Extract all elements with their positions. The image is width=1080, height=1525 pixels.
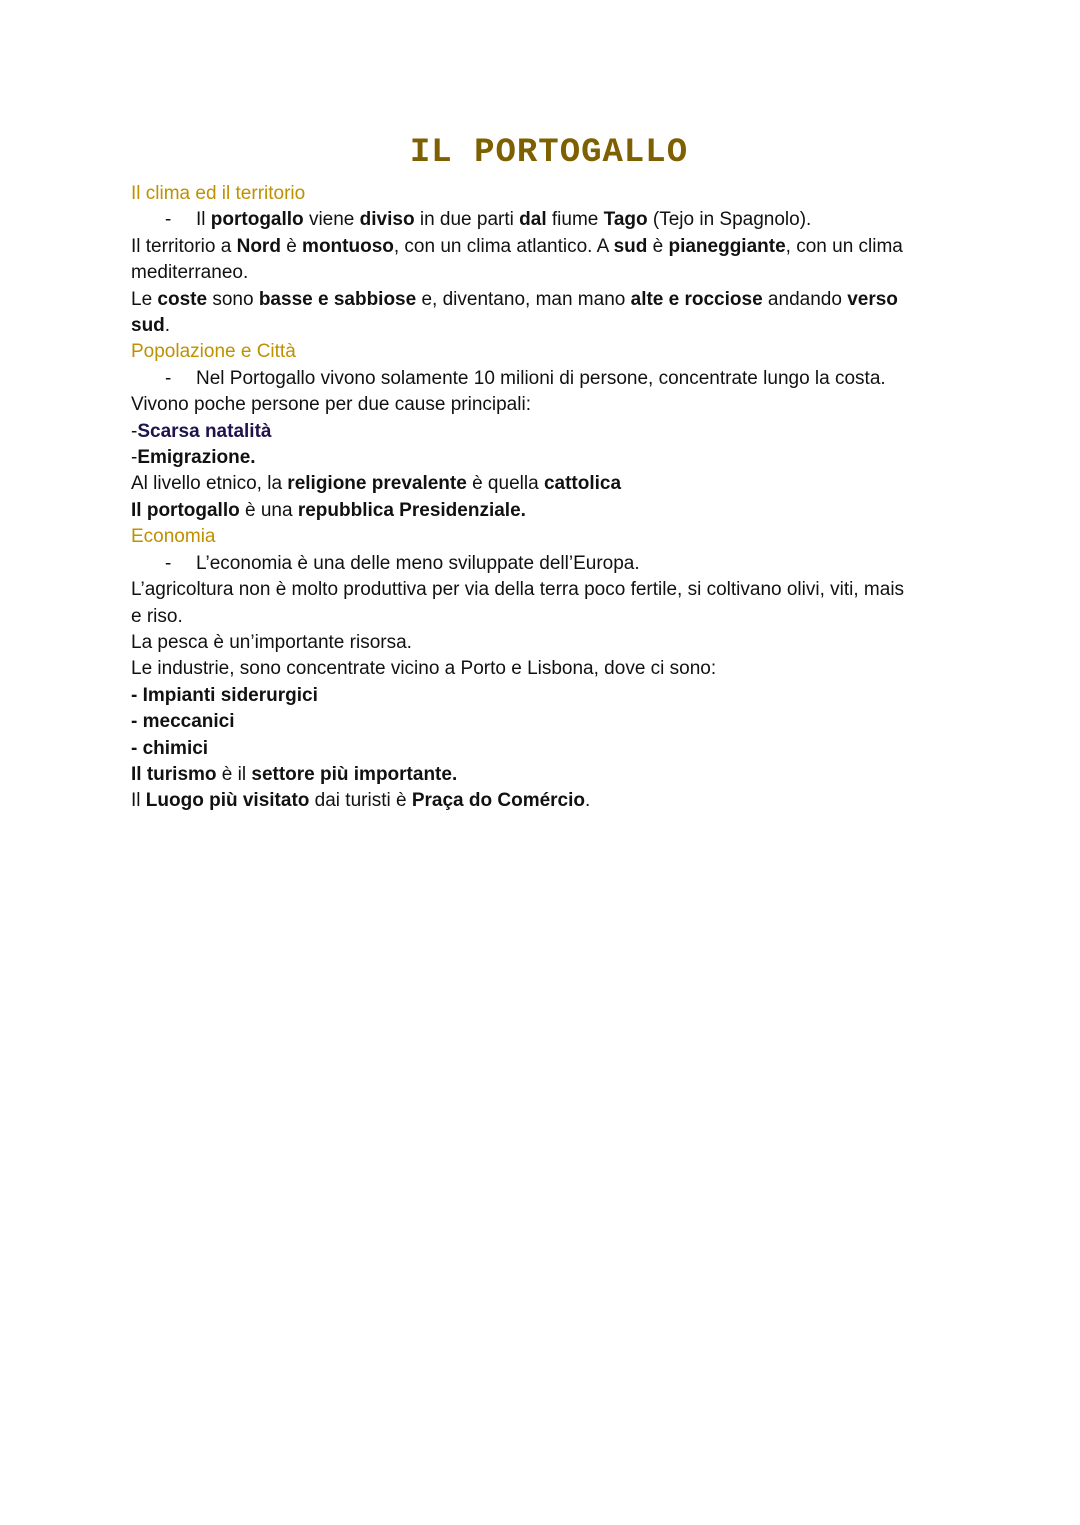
- section-heading-clima: Il clima ed il territorio: [131, 183, 306, 204]
- bullet-dash: -: [165, 552, 172, 574]
- text-riso: e riso.: [131, 605, 183, 627]
- bullet-popolazione: - Nel Portogallo vivono solamente 10 milioni di persone, concentrate lungo la costa.: [131, 366, 961, 392]
- section-heading-popolazione: Popolazione e Città: [131, 341, 296, 363]
- text-territorio: Il territorio a Nord è montuoso, con un clima atlantico. A sud è pianeggiante, con un clima: [131, 235, 903, 257]
- text-agricoltura: L’agricoltura non è molto produttiva per via della terra poco fertile, si coltivano olivi, viti, mais: [131, 579, 905, 601]
- text-industrie: Le industrie, sono concentrate vicino a Porto e Lisbona, dove ci sono:: [131, 658, 717, 680]
- text-coste: Le coste sono basse e sabbiose e, diventano, man mano alte e rocciose andando verso: [131, 288, 898, 310]
- list-item: - Impianti siderurgici: [131, 684, 318, 706]
- text-turismo: Il turismo è il settore più importante.: [131, 763, 458, 785]
- bullet-dash: -: [165, 209, 172, 231]
- text-governo: Il portogallo è una repubblica Presidenziale.: [131, 499, 526, 521]
- text-sud: sud.: [131, 315, 171, 337]
- cause-emigrazione: -Emigrazione.: [131, 447, 256, 469]
- list-item: - chimici: [131, 737, 209, 759]
- list-item: - meccanici: [131, 711, 235, 733]
- page-title: IL PORTOGALLO: [409, 134, 689, 172]
- bullet-clima: - Il portogallo viene diviso in due parti dal fiume Tago (Tejo in Spagnolo).: [131, 207, 961, 233]
- text-mediterraneo: mediterraneo.: [131, 262, 249, 284]
- bullet-dash: -: [165, 367, 172, 389]
- text-religione: Al livello etnico, la religione prevalente è quella cattolica: [131, 473, 622, 495]
- text-cause: Vivono poche persone per due cause principali:: [131, 394, 531, 416]
- bullet-economia: - L’economia è una delle meno sviluppate dell’Europa.: [131, 551, 961, 577]
- document-body: [131, 181, 961, 815]
- section-heading-economia: Economia: [131, 526, 216, 548]
- text-pesca: La pesca è un’importante risorsa.: [131, 631, 412, 653]
- text-luogo: Il Luogo più visitato dai turisti è Praça do Comércio.: [131, 790, 591, 812]
- cause-natalita: -Scarsa natalità: [131, 420, 272, 442]
